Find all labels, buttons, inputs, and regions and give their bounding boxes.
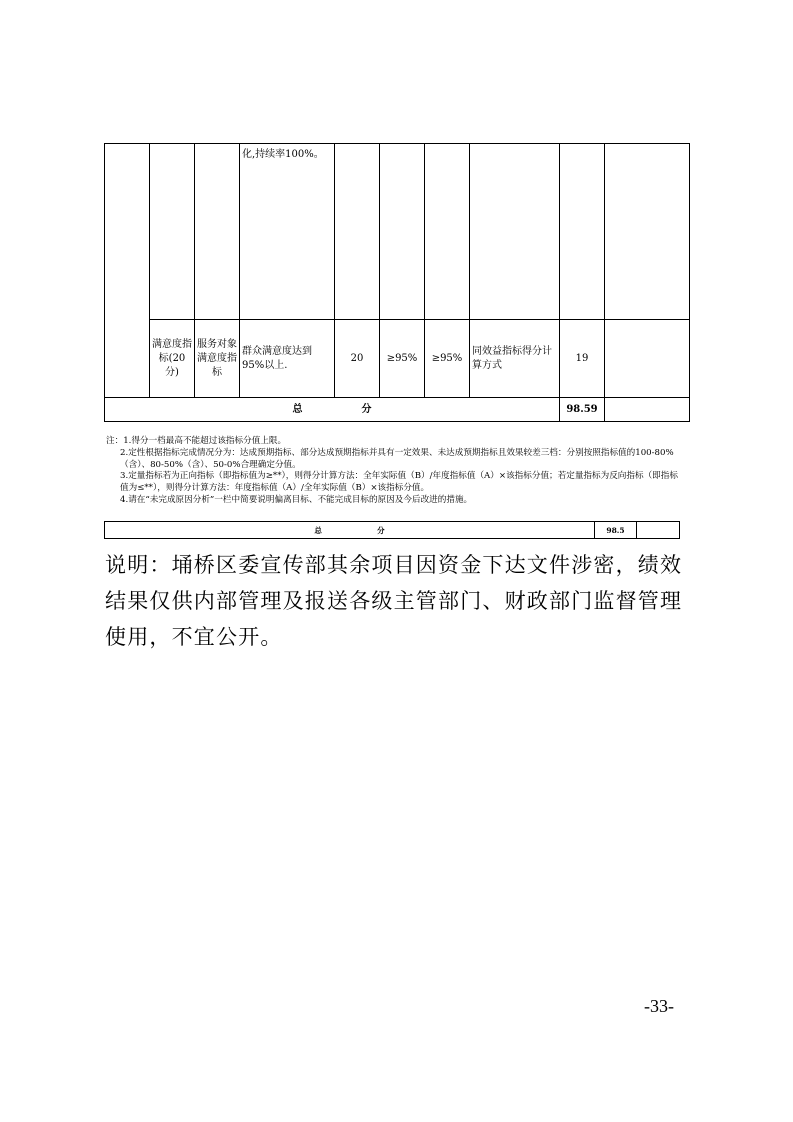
first-level-indicator-cell bbox=[105, 144, 150, 398]
secondary-indicator-cell: 满意度指标(20分) bbox=[150, 320, 195, 398]
analysis-cell bbox=[605, 320, 690, 398]
note-4: 4.请在“未完成原因分析”一栏中简要说明偏离目标、不能完成目标的原因及今后改进的措施。 bbox=[120, 494, 473, 505]
total-score-cell: 98.59 bbox=[560, 398, 605, 422]
total-row bbox=[105, 398, 690, 422]
statement-text: 说明：埇桥区委宣传部其余项目因资金下达文件涉密，绩效结果仅供内部管理及报送各级主管部门、财政部门监督管理使用，不宜公开。 bbox=[105, 553, 683, 649]
total-label-b: 分 bbox=[361, 403, 372, 415]
note-3: 3.定量指标若为正向指标（即指标值为≥**），则得分计算方法：全年实际值（B）/年度指标值（A）×该指标分值；若定量指标为反向指标（即指标值为≤**），则得分计算方法：年度指标值（A）/全年实际值（B）×该指标分值。 bbox=[120, 471, 678, 494]
table-cell bbox=[470, 144, 560, 320]
table-notes bbox=[106, 436, 686, 507]
indicator-value-cell: 群众满意度达到95%以上. bbox=[240, 320, 335, 398]
table-cell bbox=[195, 144, 240, 320]
page-number: -33- bbox=[644, 996, 674, 1016]
summary-score-cell: 98.5 bbox=[595, 522, 637, 539]
tertiary-indicator-cell: 服务对象满意度指标 bbox=[195, 320, 240, 398]
note-2: 2.定性根据指标完成情况分为：达成预期指标、部分达成预期指标并具有一定效果、未达成预期指标且效果较差三档：分别按照指标值的100-80%（含）、80-50%（含）、50-0%合理确定分值。 bbox=[120, 447, 674, 470]
summary-label-b: 分 bbox=[377, 525, 385, 535]
summary-label-cell bbox=[105, 522, 595, 539]
disclosure-statement bbox=[105, 547, 695, 655]
summary-row bbox=[105, 522, 680, 539]
summary-table bbox=[104, 521, 680, 539]
table-cell bbox=[380, 144, 425, 320]
indicator-value-cell: 化,持续率100%。 bbox=[240, 144, 335, 320]
actual-value-cell: ≥95% bbox=[425, 320, 470, 398]
table-cell bbox=[150, 144, 195, 320]
performance-table bbox=[104, 143, 690, 422]
scoring-method-cell: 同效益指标得分计算方式 bbox=[470, 320, 560, 398]
table-cell bbox=[560, 144, 605, 320]
annual-target-cell: ≥95% bbox=[380, 320, 425, 398]
summary-label-a: 总 bbox=[314, 525, 322, 535]
table-cell bbox=[637, 522, 680, 539]
table-cell bbox=[335, 144, 380, 320]
table-row bbox=[105, 144, 690, 320]
note-1: 注：1.得分一档最高不能超过该指标分值上限。 bbox=[106, 436, 287, 446]
table-cell bbox=[605, 144, 690, 320]
total-label-cell bbox=[105, 398, 560, 422]
score-cell: 19 bbox=[560, 320, 605, 398]
table-cell bbox=[605, 398, 690, 422]
total-label-a: 总 bbox=[292, 403, 303, 415]
table-cell bbox=[425, 144, 470, 320]
table-row bbox=[105, 320, 690, 398]
score-weight-cell: 20 bbox=[335, 320, 380, 398]
